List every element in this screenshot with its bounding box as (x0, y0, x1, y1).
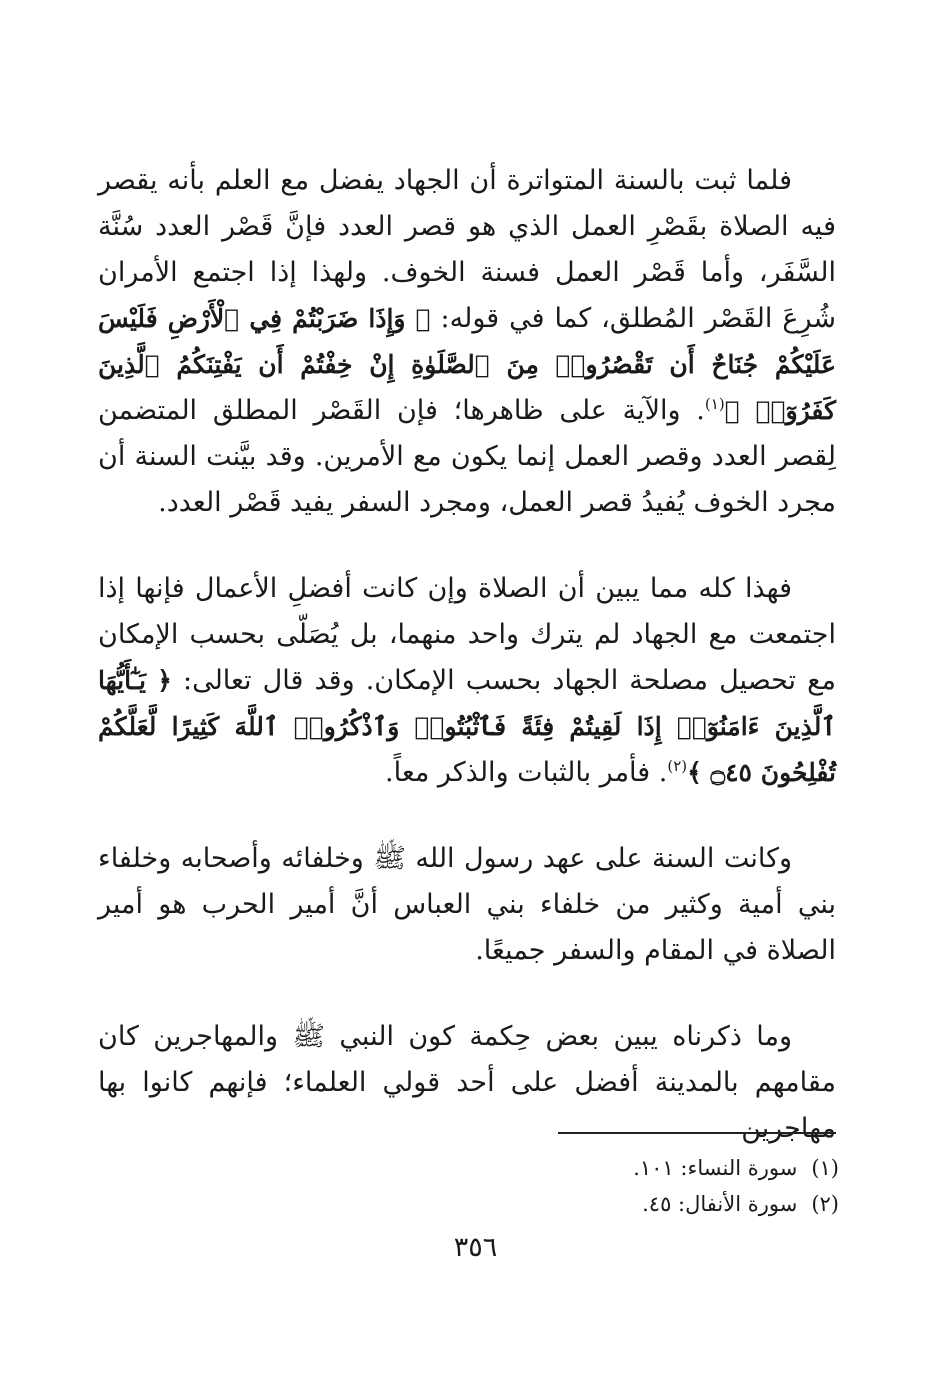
footnotes (339, 1150, 839, 1222)
paragraph-1 (98, 158, 836, 526)
paragraph-3: وكانت السنة على عهد رسول الله ﷺ وخلفائه وأصحابه وخلفاء بني أمية وكثير من خلفاء بني العباس أنَّ أمير الحرب هو أمير الصلاة في المقام والسفر جميعًا. (98, 843, 836, 966)
footnote-text: سورة النساء: ١٠١. (633, 1156, 798, 1180)
quran-verse-2: ﴿ يَـٰٓأَيُّهَا ٱلَّذِينَ ءَامَنُوٓا۟ إِذَا لَقِيتُمْ فِئَةً فَٱثْبُتُوا۟ وَٱذْكُرُوا۟ ٱللَّهَ كَثِيرًا لَّعَلَّكُمْ تُفْلِحُونَ ۝٤٥ ﴾ (98, 666, 836, 787)
paragraph-4: وما ذكرناه يبين بعض حِكمة كون النبي ﷺ والمهاجرين كان مقامهم بالمدينة أفضل على أحد قولي العلماء؛ فإنهم كانوا بها مهاجرين (98, 1021, 836, 1144)
footnote-2 (339, 1186, 839, 1222)
footnote-ref-2: (٢) (667, 757, 688, 775)
footnote-divider (558, 1132, 836, 1134)
quran-verse-1: ﴿ وَإِذَا ضَرَبْتُمْ فِي ٱلْأَرْضِ فَلَيْسَ عَلَيْكُمْ جُنَاحٌ أَن تَقْصُرُوا۟ مِنَ ٱلصَّلَوٰةِ إِنْ خِفْتُمْ أَن يَفْتِنَكُمُ ٱلَّذِينَ كَفَرُوٓا۟ ﴾ (98, 304, 836, 425)
paragraph-1-text-b: . والآية على ظاهرها؛ فإن القَصْر المطلق المتضمن لِقصر العدد وقصر العمل إنما يكون مع الأمرين. وقد بيَّنت السنة أن مجرد الخوف يُفيدُ قصر العمل، ومجرد السفر يفيد قَصْر العدد. (98, 395, 836, 518)
paragraph-2-text-b: . فأمر بالثبات والذكر معاً. (385, 757, 668, 788)
footnote-text: سورة الأنفال: ٤٥. (642, 1192, 798, 1216)
footnote-1 (339, 1150, 839, 1186)
footnote-number: (١) (811, 1156, 839, 1180)
footnote-number: (٢) (811, 1192, 839, 1216)
paragraph-2-text-a: فهذا كله مما يبين أن الصلاة وإن كانت أفضلِ الأعمال فإنها إذا اجتمعت مع الجهاد لم يترك واحد منهما، بل يُصَلّى بحسب الإمكان مع تحصيل مصلحة الجهاد بحسب الإمكان. وقد قال تعالى: (98, 573, 836, 696)
main-text (98, 158, 836, 1152)
paragraph-1-text-a: فلما ثبت بالسنة المتواترة أن الجهاد يفضل مع العلم بأنه يقصر فيه الصلاة بقَصْرِ العمل الذي هو قصر العدد فإنَّ قَصْر العدد سُنَّة السَّفَر، وأما قَصْر العمل فسنة الخوف. ولهذا إذا اجتمع الأمران شُرِعَ القَصْر المُطلق، كما في قوله: (98, 165, 836, 334)
footnote-ref-1: (١) (704, 395, 725, 413)
page-number: ٣٥٦ (453, 1232, 498, 1263)
paragraph-2 (98, 566, 836, 796)
